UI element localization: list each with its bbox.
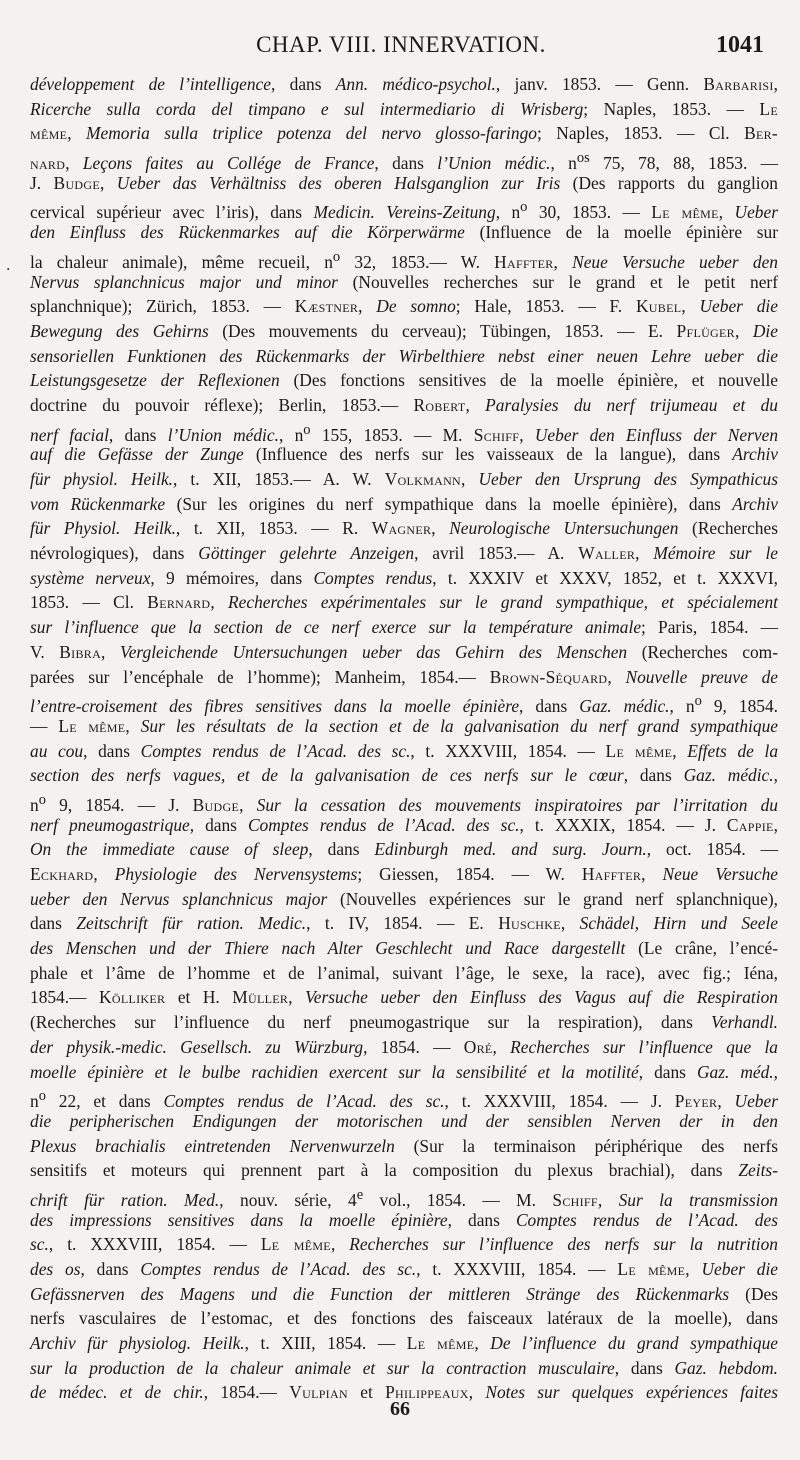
text-line: die peripherischen Endigungen der motorischen und der sensiblen Nerven der in den [30, 1110, 778, 1131]
text-line: sur l’influence que la section de ce nerf exerce sur la température animale; Paris, 1854. — [30, 617, 778, 638]
text-line: sc., t. XXXVIII, 1854. — Le même, Recherches sur l’influence des nerfs sur la nutrition [30, 1234, 779, 1255]
text-line: sensoriellen Funktionen des Rückenmarks der Wirbelthiere nebst einer neuen Lehre ueber die [30, 345, 778, 366]
text-line: (Recherches sur l’influence du nerf pneumogastrique sur la respiration), dans Verhandl. [30, 1012, 778, 1033]
text-line: doctrine du pouvoir réflexe); Berlin, 1853.— Robert, Paralysies du nerf trijumeau et du [30, 394, 779, 415]
text-line: Leistungsgesetze der Reflexionen (Des fonctions sensitives de la moelle épinière, et nouvelle [30, 370, 778, 391]
text-line: 1853. — Cl. Bernard, Recherches expérimentales sur le grand sympathique, et spécialement [30, 592, 779, 613]
margin-dot: · [6, 262, 11, 278]
text-line: des impressions sensitives dans la moelle épinière, dans Comptes rendus de l’Acad. des [30, 1209, 778, 1230]
text-line: Eckhard, Physiologie des Nervensystems; Giessen, 1854. — W. Haffter, Neue Versuche [30, 864, 778, 884]
signature-mark: 66 [390, 1398, 410, 1420]
text-line: nerfs vasculaires de l’estomac, et des fonctions des faisceaux latéraux de la moelle), dans [30, 1308, 778, 1329]
text-line: des os, dans Comptes rendus de l’Acad. des sc., t. XXXVIII, 1854. — Le même, Ueber die [30, 1259, 779, 1279]
text-line: sur la production de la chaleur animale et sur la contraction musculaire, dans Gaz. hebdom. [30, 1357, 778, 1378]
text-line: chrift für ration. Med., nouv. série, 4e vol., 1854. — M. Schiff, Sur la transmission [30, 1186, 778, 1210]
text-line: für Physiol. Heilk., t. XII, 1853. — R. Wagner, Neurologische Untersuchungen (Recherches [30, 518, 778, 539]
bibliography-text [30, 72, 778, 1405]
text-line: splanchnique); Zürich, 1853. — Kæstner, De somno; Hale, 1853. — F. Kubel, Ueber die [30, 296, 778, 317]
text-line: phale et l’âme de l’homme et de l’animal, suivant l’âge, le sexe, la race), avec fig.; Iéna, [30, 962, 778, 983]
text-line: Nervus splanchnicus major und minor (Nouvelles recherches sur le grand et le petit nerf [30, 271, 778, 292]
text-line: nerf pneumogastrique, dans Comptes rendus de l’Acad. des sc., t. XXXIX, 1854. — J. Cappie, [30, 814, 779, 835]
text-line: sensitifs et moteurs qui prennent part à la composition du plexus brachial), dans Zeits- [30, 1160, 778, 1181]
text-line: cervical supérieur avec l’iris), dans Medicin. Vereins-Zeitung, $n^o$ 30, 1853. — Le même, Ueber [30, 199, 778, 223]
text-line: On the immediate cause of sleep, dans Edinburgh med. and surg. Journ., oct. 1854. — [30, 839, 778, 860]
text-line: Archiv für physiolog. Heilk., t. XIII, 1854. — Le même, De l’influence du grand sympathique [30, 1333, 778, 1354]
text-line: den Einfluss des Rückenmarkes auf die Körperwärme (Influence de la moelle épinière sur [30, 222, 779, 243]
text-line: vom Rückenmarke (Sur les origines du nerf sympathique dans la moelle épinière), dans Archiv [30, 493, 778, 514]
text-line: névrologiques), dans Göttinger gelehrte Anzeigen, avril 1853.— A. Waller, Mémoire sur le [30, 543, 778, 564]
text-line: Gefässnerven des Magens und die Function der mittleren Stränge des Rückenmarks (Des [30, 1283, 778, 1304]
text-line: nard, Leçons faites au Collége de France, dans l’Union médic., $n^{os}$ 75, 78, 88, 1853. — [30, 150, 779, 173]
text-line: système nerveux, 9 mémoires, dans Comptes rendus, t. XXXIV et XXXV, 1852, et t. XXXVI, [30, 567, 778, 588]
text-line: auf die Gefässe der Zunge (Influence des nerfs sur les vaisseaux de la langue), dans Archiv [30, 444, 778, 465]
page-number: 1041 [716, 32, 764, 58]
text-line: — Le même, Sur les résultats de la section et de la galvanisation du nerf grand sympathique [30, 715, 778, 736]
text-line: de médec. et de chir., 1854.— Vulpian et Philippeaux, Notes sur quelques expériences faites [30, 1382, 778, 1403]
text-line: section des nerfs vagues, et de la galvanisation de ces nerfs sur le cœur, dans Gaz. médic., [30, 765, 778, 786]
text-line: développement de l’intelligence, dans Ann. médico-psychol., janv. 1853. — Genn. Barbarisi, [30, 74, 778, 94]
text-line: la chaleur animale), même recueil, $n^o$ 32, 1853.— W. Haffter, Neue Versuche ueber den [30, 248, 778, 272]
text-line: Ricerche sulla corda del timpano e sul intermediario di Wrisberg; Naples, 1853. — Le [30, 98, 778, 119]
text-line: Plexus brachialis eintretenden Nervenwurzeln (Sur la terminaison périphérique des nerfs [30, 1135, 778, 1156]
text-line: 1854.— Kölliker et H. Müller, Versuche ueber den Einfluss des Vagus auf die Respiration [30, 987, 778, 1008]
text-line: der physik.-medic. Gesellsch. zu Würzburg, 1854. — Oré, Recherches sur l’influence que la [30, 1036, 778, 1057]
text-line: für physiol. Heilk., t. XII, 1853.— A. W. Volkmann, Ueber den Ursprung des Sympathicus [30, 469, 778, 489]
text-line: même, Memoria sulla triplice potenza del nervo glosso-faringo; Naples, 1853. — Cl. Ber- [30, 123, 778, 144]
text-line: V. Bibra, Vergleichende Untersuchungen ueber das Gehirn des Menschen (Recherches com- [30, 641, 778, 662]
text-line: $n^o$ 9, 1854. — J. Budge, Sur la cessation des mouvements inspiratoires par l’irritation du [30, 791, 778, 815]
text-line: au cou, dans Comptes rendus de l’Acad. des sc., t. XXXVIII, 1854. — Le même, Effets de la [30, 740, 779, 761]
running-header [30, 30, 772, 66]
text-line: ueber den Nervus splanchnicus major (Nouvelles expériences sur le grand nerf splanchnique), [30, 888, 778, 909]
text-line: nerf facial, dans l’Union médic., $n^o$ 155, 1853. — M. Schiff, Ueber den Einfluss der Nerven [30, 421, 779, 445]
text-line: dans Zeitschrift für ration. Medic., t. IV, 1854. — E. Huschke, Schädel, Hirn und Seele [30, 913, 779, 934]
text-line: l’entre-croisement des fibres sensitives dans la moelle épinière, dans Gaz. médic., $n^o$ 9, 1854. [30, 693, 779, 716]
text-line: J. Budge, Ueber das Verhältniss des oberen Halsganglion zur Iris (Des rapports du ganglion [30, 172, 778, 193]
text-line: des Menschen und der Thiere nach Alter Geschlecht und Race dargestellt (Le crâne, l’encé- [30, 938, 778, 959]
text-line: parées sur l’encéphale de l’homme); Manheim, 1854.— Brown-Séquard, Nouvelle preuve de [30, 666, 779, 687]
text-line: $n^o$ 22, et dans Comptes rendus de l’Acad. des sc., t. XXXVIII, 1854. — J. Peyer, Ueber [30, 1088, 778, 1111]
text-line: moelle épinière et le bulbe rachidien exercent sur la sensibilité et la motilité, dans Gaz. méd., [30, 1061, 778, 1082]
chapter-title: CHAP. VIII. INNERVATION. [256, 32, 546, 57]
text-line: Bewegung des Gehirns (Des mouvements du cerveau); Tübingen, 1853. — E. Pflüger, Die [30, 320, 778, 341]
